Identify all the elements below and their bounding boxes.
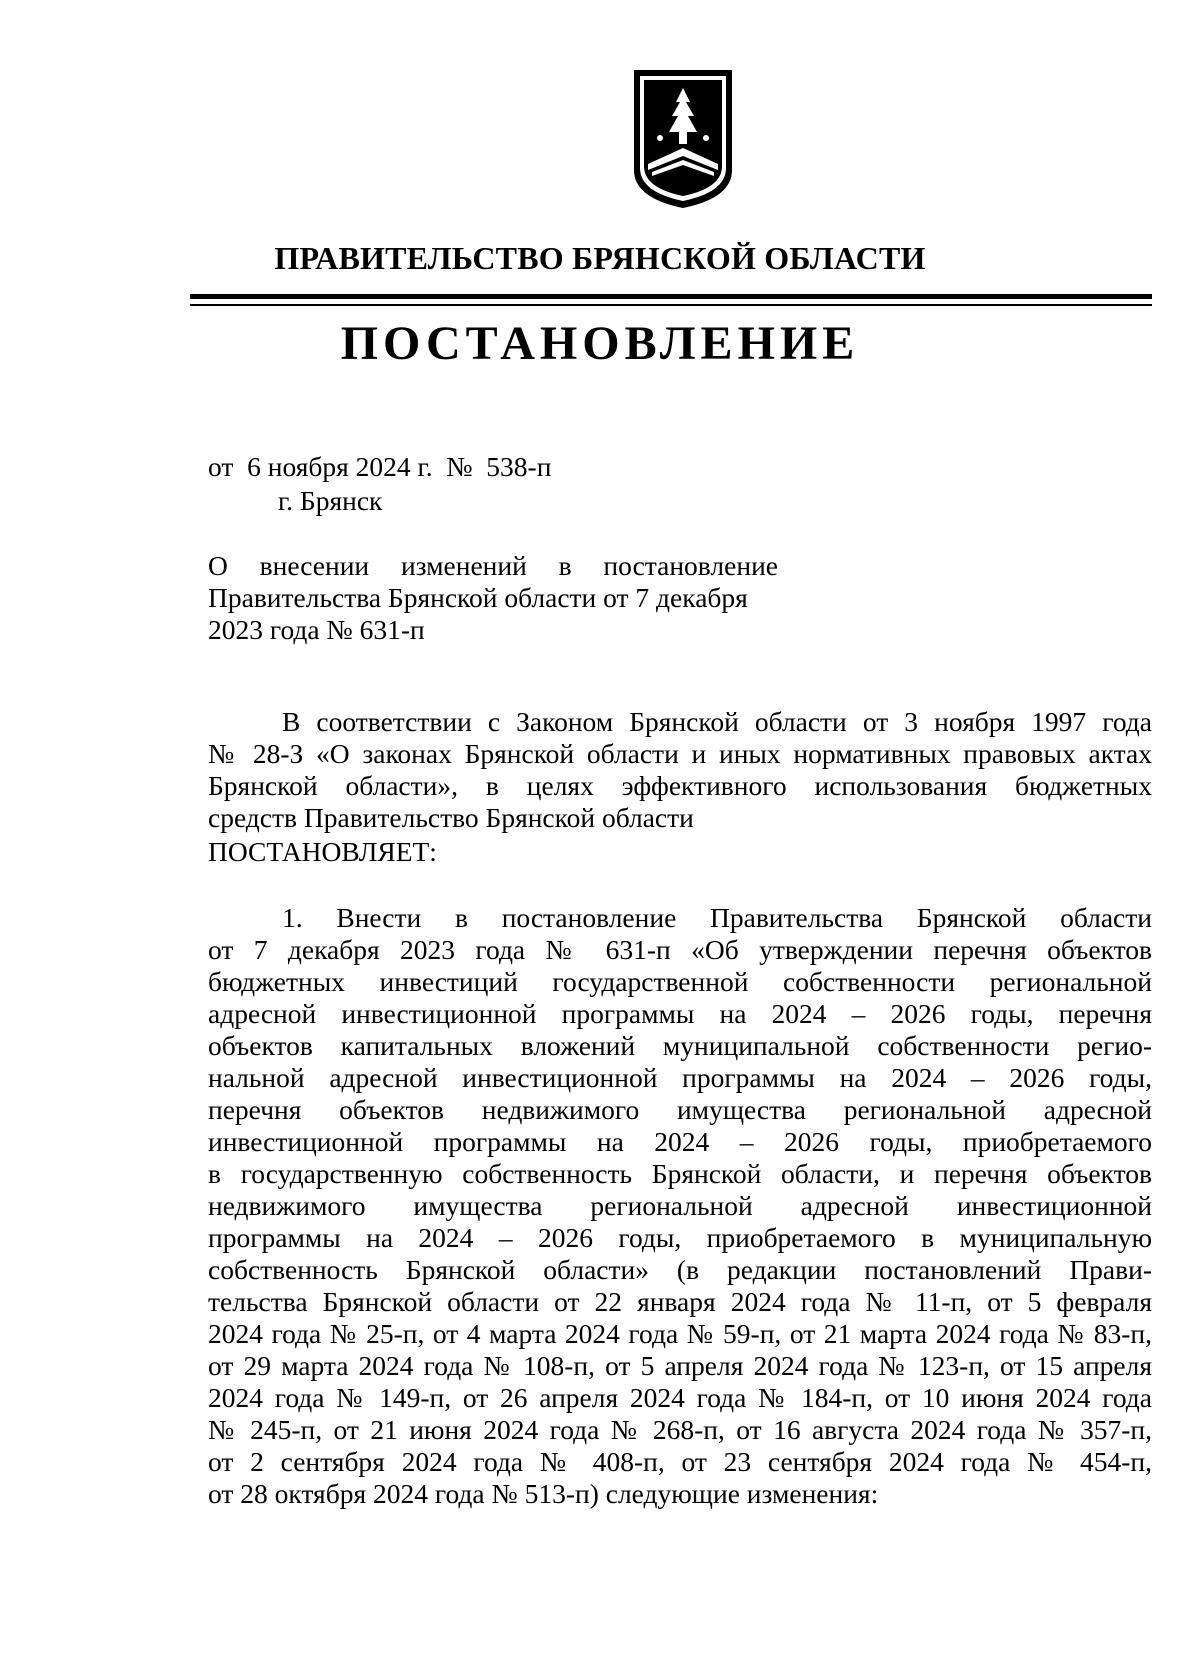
paragraph-1 bbox=[208, 902, 1152, 1478]
preamble-line: В соответствии с Законом Брянской области от 3 ноября 1997 года bbox=[282, 706, 1152, 737]
preamble-line: Брянской области», в целях эффективного использования бюджетных bbox=[208, 770, 1152, 801]
paragraph-line: инвестиционной программы на 2024 – 2026 годы, приобретаемого bbox=[208, 1126, 1152, 1157]
paragraph-line: от 28 октября 2024 года № 513-п) следующие изменения: bbox=[208, 1478, 879, 1509]
paragraph-line: 1. Внести в постановление Правительства Брянской области bbox=[282, 902, 1152, 933]
subject-line: О внесении изменений в постановление bbox=[208, 550, 778, 581]
paragraph-line: в государственную собственность Брянской области, и перечня объектов bbox=[208, 1158, 1152, 1189]
header-rule-thick bbox=[190, 294, 1152, 299]
paragraph-line: адресной инвестиционной программы на 2024 – 2026 годы, перечня bbox=[208, 998, 1152, 1029]
government-name: ПРАВИТЕЛЬСТВО БРЯНСКОЙ ОБЛАСТИ bbox=[274, 240, 926, 276]
preamble-line: № 28-З «О законах Брянской области и иных нормативных правовых актах bbox=[208, 738, 1152, 769]
city: г. Брянск bbox=[278, 485, 383, 516]
paragraph-line: нальной адресной инвестиционной программы на 2024 – 2026 годы, bbox=[208, 1062, 1152, 1093]
header-rule-thin bbox=[190, 304, 1152, 306]
paragraph-line: недвижимого имущества региональной адресной инвестиционной bbox=[208, 1190, 1152, 1221]
preamble-line: средств Правительство Брянской области bbox=[208, 802, 694, 833]
subject-block bbox=[208, 550, 778, 582]
paragraph-line: от 7 декабря 2023 года № 631-п «Об утверждении перечня объектов bbox=[208, 934, 1152, 965]
paragraph-line: перечня объектов недвижимого имущества региональной адресной bbox=[208, 1094, 1152, 1125]
bryansk-coat-of-arms-icon bbox=[630, 66, 736, 212]
document-type: ПОСТАНОВЛЕНИЕ bbox=[340, 317, 860, 370]
paragraph-line: бюджетных инвестиций государственной собственности региональной bbox=[208, 966, 1152, 997]
paragraph-line: 2024 года № 25-п, от 4 марта 2024 года № 59-п, от 21 марта 2024 года № 83-п, bbox=[208, 1318, 1152, 1349]
subject-line: 2023 года № 631-п bbox=[208, 614, 425, 645]
preamble-block bbox=[208, 706, 1152, 802]
subject-line: Правительства Брянской области от 7 декабря bbox=[208, 582, 748, 613]
paragraph-line: от 29 марта 2024 года № 108-п, от 5 апреля 2024 года № 123-п, от 15 апреля bbox=[208, 1350, 1152, 1381]
paragraph-line: объектов капитальных вложений муниципальной собственности регио- bbox=[208, 1030, 1152, 1061]
date-number: от 6 ноября 2024 г. № 538-п bbox=[208, 451, 552, 482]
paragraph-line: № 245-п, от 21 июня 2024 года № 268-п, от 16 августа 2024 года № 357-п, bbox=[208, 1414, 1152, 1445]
paragraph-line: тельства Брянской области от 22 января 2024 года № 11-п, от 5 февраля bbox=[208, 1286, 1152, 1317]
decree-word: ПОСТАНОВЛЯЕТ: bbox=[208, 836, 437, 867]
paragraph-line: программы на 2024 – 2026 годы, приобретаемого в муниципальную bbox=[208, 1222, 1152, 1253]
paragraph-line: 2024 года № 149-п, от 26 апреля 2024 года № 184-п, от 10 июня 2024 года bbox=[208, 1382, 1152, 1413]
paragraph-line: собственность Брянской области» (в редакции постановлений Прави- bbox=[208, 1254, 1152, 1285]
paragraph-line: от 2 сентября 2024 года № 408-п, от 23 сентября 2024 года № 454-п, bbox=[208, 1446, 1152, 1477]
